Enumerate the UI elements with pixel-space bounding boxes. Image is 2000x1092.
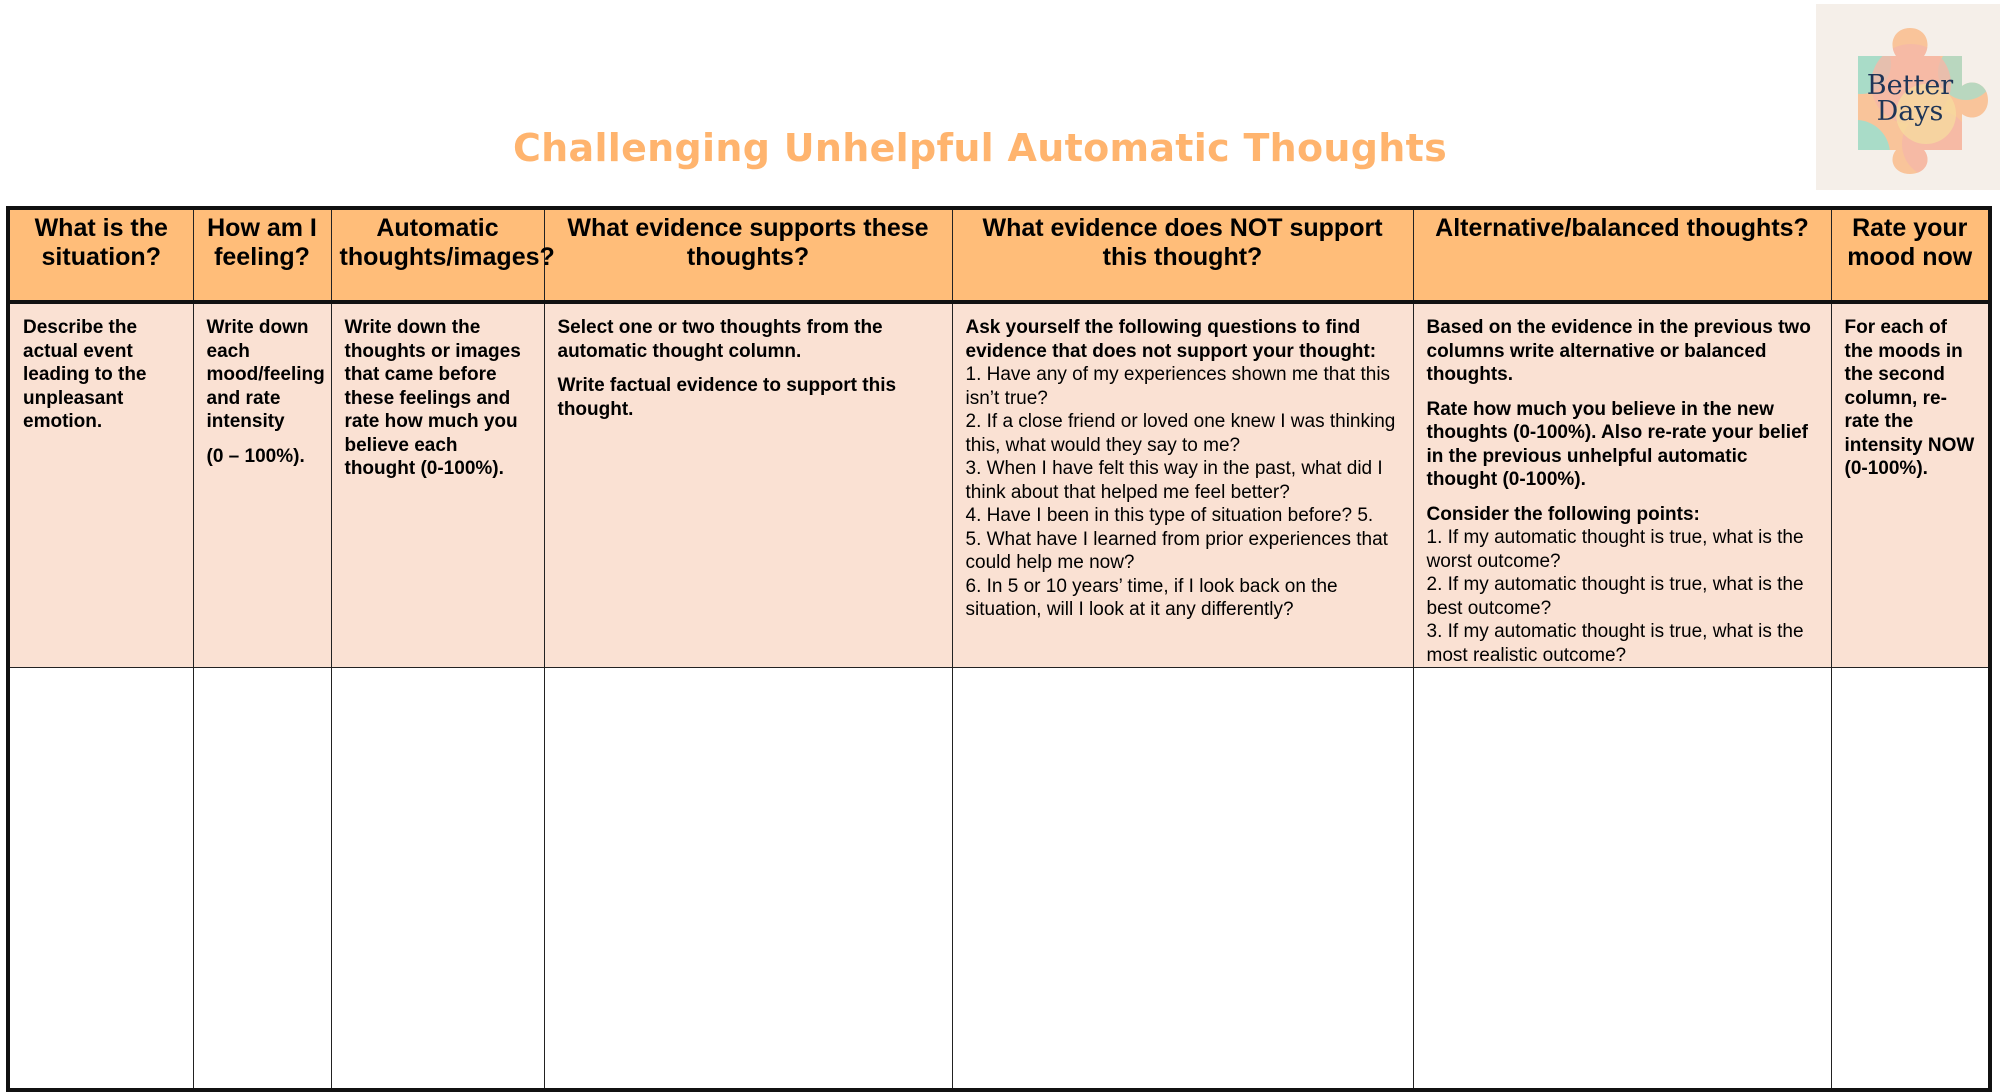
instruction-text: Write factual evidence to support this thought. <box>557 375 897 420</box>
entry-feeling[interactable] <box>193 668 331 1091</box>
instruction-text: Write down the thoughts or images that came before these feelings and rate how much you believe each thought (0-100%). <box>344 317 521 479</box>
instruction-text: Write down each mood/feeling and rate intensity <box>206 317 325 432</box>
instruction-text: (0 – 100%). <box>206 445 305 467</box>
instructions-evidence-supports <box>544 302 952 668</box>
better-days-logo <box>1816 4 2000 190</box>
entry-row <box>8 668 1990 1091</box>
question-item: 1. Have any of my experiences shown me that this isn’t true? <box>965 364 1391 409</box>
entry-situation[interactable] <box>8 668 193 1091</box>
point-item: 3. If my automatic thought is true, what is the most realistic outcome? <box>1426 621 1804 666</box>
instruction-text: Describe the actual event leading to the unpleasant emotion. <box>23 317 147 432</box>
point-item: 2. If my automatic thought is true, what is the best outcome? <box>1426 574 1804 619</box>
question-item: 6. In 5 or 10 years’ time, if I look back on the situation, will I look at it any differently? <box>965 575 1338 620</box>
entry-evidence-supports[interactable] <box>544 668 952 1091</box>
header-rate-mood: Rate your mood now <box>1831 208 1990 302</box>
point-item: 1. If my automatic thought is true, what is the worst outcome? <box>1426 527 1804 572</box>
instructions-situation <box>8 302 193 668</box>
header-alternative-thoughts: Alternative/balanced thoughts? <box>1413 208 1831 302</box>
instructions-rate-mood <box>1831 302 1990 668</box>
header-situation: What is the situation? <box>8 208 193 302</box>
header-evidence-supports: What evidence supports these thoughts? <box>544 208 952 302</box>
instructions-automatic-thoughts <box>331 302 544 668</box>
entry-evidence-not-support[interactable] <box>952 668 1413 1091</box>
instruction-text: Based on the evidence in the previous two columns write alternative or balanced thoughts. <box>1426 317 1811 385</box>
page-title: Challenging Unhelpful Automatic Thoughts <box>512 126 1448 170</box>
header-feeling: How am I feeling? <box>193 208 331 302</box>
header-evidence-not-support: What evidence does NOT support this thought? <box>952 208 1413 302</box>
thought-record-table <box>6 206 1992 1092</box>
header-automatic-thoughts: Automatic thoughts/images? <box>331 208 544 302</box>
question-item: 2. If a close friend or loved one knew I was thinking this, what would they say to me? <box>965 411 1396 456</box>
logo-text-line2: Days <box>1876 96 1944 127</box>
entry-automatic-thoughts[interactable] <box>331 668 544 1091</box>
entry-rate-mood[interactable] <box>1831 668 1990 1091</box>
instruction-text: For each of the moods in the second column, re-rate the intensity NOW (0-100%). <box>1844 317 1975 479</box>
entry-alternative-thoughts[interactable] <box>1413 668 1831 1091</box>
instruction-text: Rate how much you believe in the new thoughts (0-100%). Also re-rate your belief in the previous unhelpful automatic thought (0-100%). <box>1426 398 1808 490</box>
question-item: 4. Have I been in this type of situation before? 5. <box>965 505 1374 526</box>
question-item: 5. What have I learned from prior experiences that could help me now? <box>965 528 1388 573</box>
question-item: 3. When I have felt this way in the past, what did I think about that helped me feel better? <box>965 458 1383 503</box>
instructions-row <box>8 302 1990 668</box>
points-intro: Consider the following points: <box>1426 503 1700 525</box>
puzzle-piece-icon <box>1816 4 2000 190</box>
instructions-alternative-thoughts <box>1413 302 1831 668</box>
logo-text-line1: Better <box>1866 70 1954 101</box>
instruction-text: Select one or two thoughts from the automatic thought column. <box>557 317 883 362</box>
instruction-intro: Ask yourself the following questions to find evidence that does not support your thought: <box>965 317 1377 362</box>
header-row <box>8 208 1990 302</box>
instructions-feeling <box>193 302 331 668</box>
instructions-evidence-not-support <box>952 302 1413 668</box>
